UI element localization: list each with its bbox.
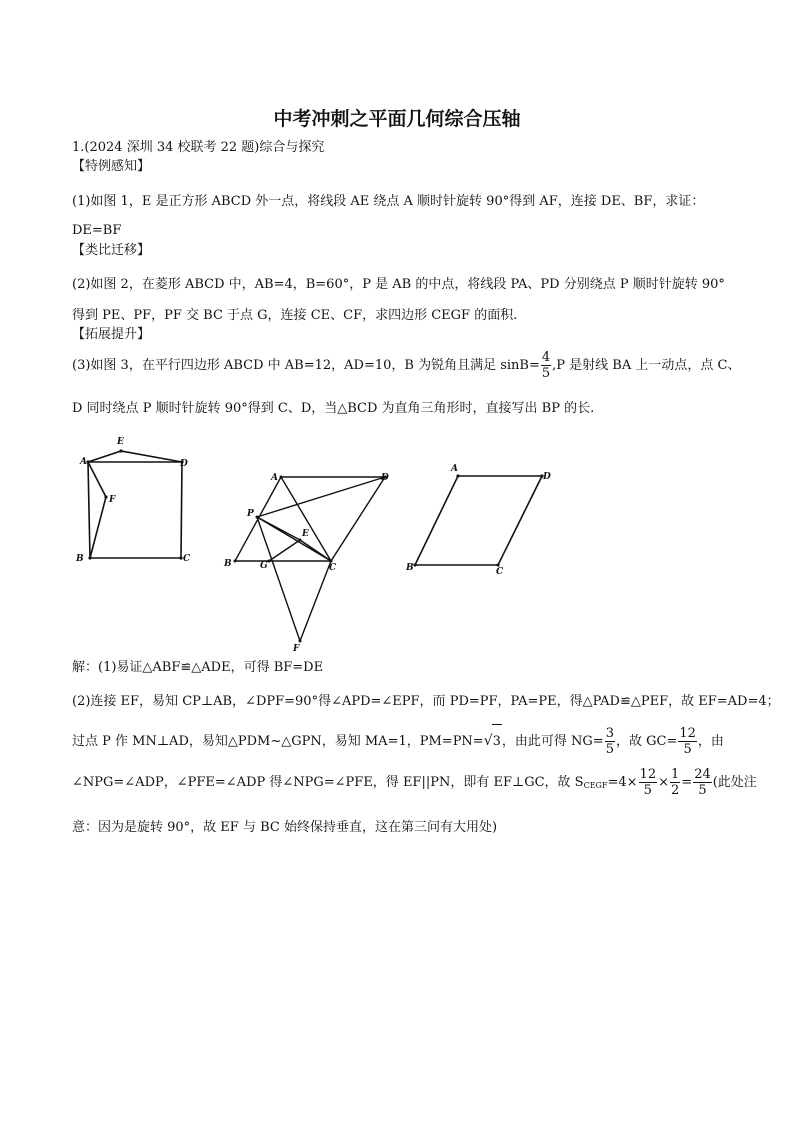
sqrt-symbol: √ [483,733,493,749]
figure-2-segment-ec [300,540,331,561]
fig2-point-g-dot [268,560,271,563]
ng-numerator: 3 [605,726,614,741]
page-title: 中考冲刺之平面几何综合压轴 [273,108,521,130]
figure-2-segment-pd [257,477,385,517]
fig2-label-f: F [293,644,300,654]
solution-l2-text-c: ，故 GC= [615,734,678,749]
question-2-line-1: (2)如图 2，在菱形 ABCD 中，AB=4，B=60°，P 是 AB 的中点，将线段 PA、PD 分别绕点 P 顺时针旋转 90° [72,277,725,292]
solution-l3-text-b: =4× [607,775,638,790]
fig1-label-b: B [76,554,84,564]
fig3-label-b: B [406,563,414,573]
fig1-label-d: D [180,459,188,469]
gc-numerator: 12 [679,726,696,741]
gc-denominator: 5 [683,742,692,757]
figure-3 [415,476,542,565]
fig2-point-a-dot [280,476,283,479]
question-3-text-a: (3)如图 3，在平行四边形 ABCD 中 AB=12，AD=10，B 为锐角且满足 sinB= [72,358,540,373]
figure-1 [88,451,182,558]
solution-l3-text-c: (此处注 [712,775,757,790]
fig1-label-a: A [80,457,87,467]
times-sign: × [658,775,669,790]
gc-fraction [678,726,697,757]
solution-l2-text-b: ，由此可得 NG= [501,734,604,749]
figure-2-segment-eg [269,540,300,561]
area-result-denominator: 5 [698,783,707,798]
fig3-point-a-dot [456,474,459,477]
solution-l2-text-d: ，由 [697,734,724,749]
fig3-label-d: D [543,472,551,482]
solution-part-1: 解：(1)易证△ABF≌△ADE，可得 BF=DE [72,660,324,675]
area-fraction-1-numerator: 12 [639,767,657,782]
section-heading-3: 【拓展提升】 [72,327,151,342]
sinb-fraction [541,350,551,381]
fig2-label-c: C [329,563,337,573]
fig2-label-a: A [271,473,278,483]
area-fraction-1 [639,767,658,798]
question-3-line-1 [72,350,740,382]
figure-1-segments-ae-ed [88,451,182,462]
sinb-numerator: 4 [541,350,551,365]
solution-part-2-line-2 [72,724,724,759]
figure-2 [235,477,385,641]
area-fraction-2-denominator: 2 [671,783,680,798]
solution-part-2-line-1: (2)连接 EF，易知 CP⊥AB，∠DPF=90°得∠APD=∠EPF，而 PD=PF，PA=PE，得△PAD≌△PEF，故 EF=AD=4； [72,694,780,709]
ng-fraction [605,726,615,757]
figure-3-parallelogram [415,476,542,565]
figure-2-segment-pf [257,517,300,641]
point-e-dot [119,449,122,452]
solution-part-2-line-3 [72,766,757,803]
figure-1-segments-af-fb [88,462,106,558]
section-heading-2: 【类比迁移】 [72,243,151,258]
area-result-fraction [693,767,712,798]
point-b-dot [88,556,91,559]
sinb-denominator: 5 [541,366,551,381]
fig2-point-p-dot [256,516,259,519]
question-2-line-2: 得到 PE、PF，PF 交 BC 于点 G，连接 CE、CF，求四边形 CEGF 的面积. [72,308,518,323]
fig2-label-g: G [260,561,268,571]
area-fraction-2-numerator: 1 [671,767,680,782]
problem-source: 1.(2024 深圳 34 校联考 22 题)综合与探究 [72,140,325,155]
fig2-point-f-dot [299,640,302,643]
ng-denominator: 5 [605,742,614,757]
fig3-label-a: A [451,464,458,474]
fig3-point-b-dot [413,563,416,566]
fig1-label-f: F [109,495,116,505]
fig3-label-c: C [496,567,504,577]
area-subscript: CEGF [583,781,608,790]
area-fraction-1-denominator: 5 [643,783,652,798]
solution-l3-text-a: ∠NPG=∠ADP，∠PFE=∠ADP 得∠NPG=∠PFE，得 EF||PN，即有 EF⊥GC，故 S [72,775,584,790]
area-result-numerator: 24 [694,767,711,782]
solution-part-2-line-4: 意：因为是旋转 90°，故 EF 与 BC 始终保持垂直，这在第三问有大用处) [72,820,498,835]
point-f-dot [104,495,107,498]
geometry-figures [60,425,740,655]
area-fraction-2 [670,767,680,798]
question-3-line-2: D 同时绕点 P 顺时针旋转 90°得到 C、D，当△BCD 为直角三角形时，直接写出 BP 的长. [72,401,595,416]
sqrt-radicand: 3 [492,724,502,759]
fig2-label-b: B [224,559,232,569]
fig1-label-c: C [183,554,191,564]
section-heading-1: 【特例感知】 [72,159,151,174]
fig1-label-e: E [117,437,124,447]
fig2-point-b-dot [234,560,237,563]
fig2-label-e: E [302,529,309,539]
figure-2-segment-cf [300,561,331,641]
question-3-text-b: ,P 是射线 BA 上一动点，点 C、 [552,358,741,373]
question-1-line-2: DE=BF [72,223,122,238]
equals-sign: = [681,775,693,790]
question-1-line-1: (1)如图 1，E 是正方形 ABCD 外一点，将线段 AE 绕点 A 顺时针旋转 90°得到 AF，连接 DE、BF，求证： [72,194,705,209]
solution-l2-text-a: 过点 P 作 MN⊥AD，易知△PDM~△GPN，易知 MA=1，PM=PN= [72,734,484,749]
fig2-label-p: P [247,509,254,519]
fig2-label-d: D [381,473,389,483]
